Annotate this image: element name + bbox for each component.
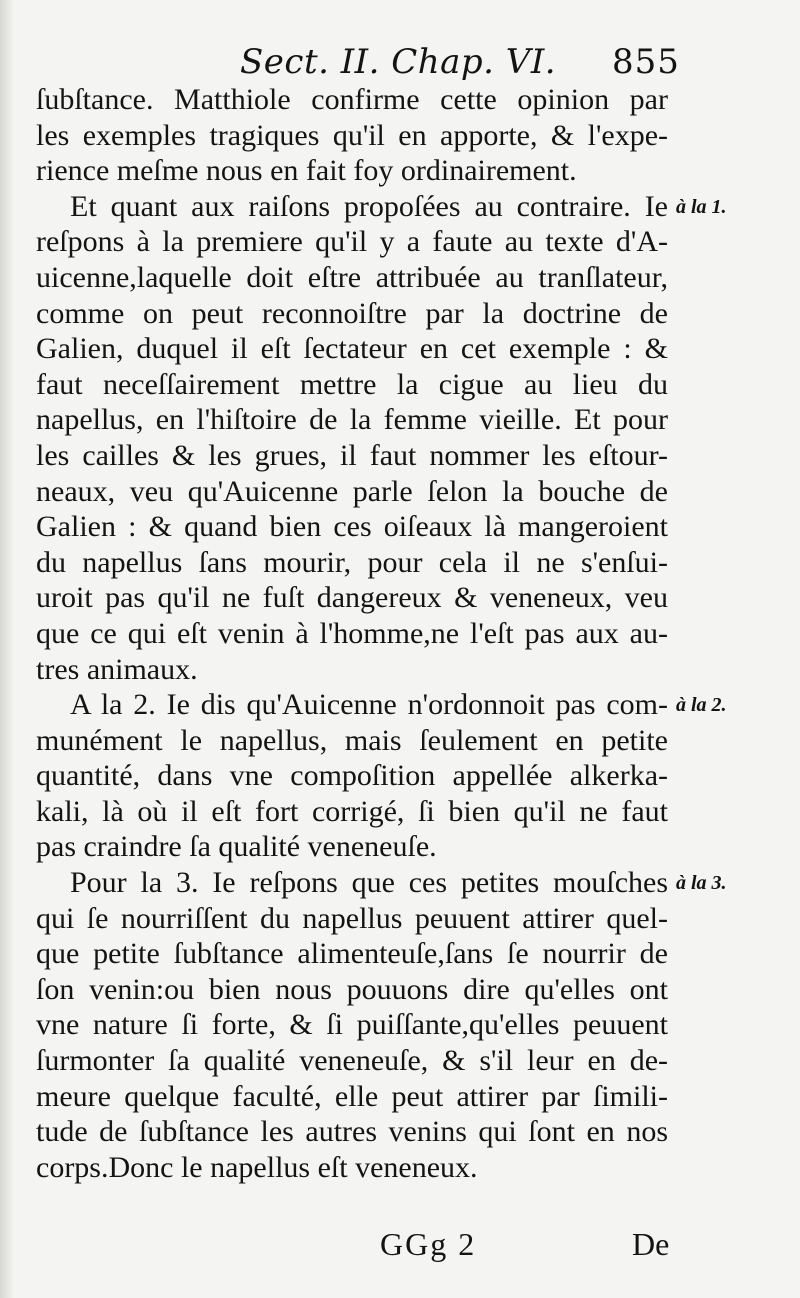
text-line: munément le napellus, mais ſeulement en petite <box>36 723 668 757</box>
text-line: meure quelque faculté, elle peut attirer par ſimili- <box>36 1079 668 1113</box>
text-line: les exemples tragiques qu'il en apporte, & l'expe- <box>36 118 668 152</box>
margin-note: à la 1. <box>676 195 727 218</box>
text-line: uroit pas qu'il ne fuſt dangereux & veneneux, veu <box>36 581 668 615</box>
page-edge-shadow <box>0 0 14 1298</box>
text-line: que ce qui eſt venin à l'homme,ne l'eſt pas aux au- <box>36 616 668 650</box>
text-line: pas craindre ſa qualité veneneuſe. <box>36 830 437 864</box>
text-line: Galien : & quand bien ces oiſeaux là mangeroient <box>36 510 668 544</box>
signature-mark: GGg 2 <box>380 1226 477 1262</box>
text-line: napellus, en l'hiſtoire de la femme vieille. Et pour <box>36 403 668 437</box>
text-line: kali, là où il eſt fort corrigé, ſi bien qu'il ne faut <box>36 794 668 828</box>
text-line: Galien, duquel il eſt ſectateur en cet exemple : & <box>36 332 668 366</box>
text-line: les cailles & les grues, il faut nommer les eſtour- <box>36 438 668 472</box>
text-line: Et quant aux raiſons propoſées au contraire. Ie <box>70 189 668 223</box>
text-line: ſon venin:ou bien nous pouuons dire qu'elles ont <box>36 972 668 1006</box>
running-head: Sect. II. Chap. VI. <box>240 42 557 82</box>
margin-note: à la 2. <box>676 694 727 717</box>
text-line: qui ſe nourriſſent du napellus peuuent attirer quel- <box>36 901 668 935</box>
text-line: quantité, dans vne compoſition appellée alkerka- <box>36 759 668 793</box>
text-line: faut neceſſairement mettre la cigue au lieu du <box>36 367 668 401</box>
page-footer <box>0 1222 800 1266</box>
text-line: reſpons à la premiere qu'il y a faute au texte d'A- <box>36 225 668 259</box>
body-text <box>36 82 668 1185</box>
text-line: que petite ſubſtance alimenteuſe,ſans ſe nourrir de <box>36 937 668 971</box>
text-line: comme on peut reconnoiſtre par la doctrine de <box>36 296 668 330</box>
text-line: A la 2. Ie dis qu'Auicenne n'ordonnoit pas com- <box>70 688 668 722</box>
text-line: corps.Donc le napellus eſt veneneux. <box>36 1150 478 1184</box>
page-number: 855 <box>612 42 680 82</box>
text-line: du napellus ſans mourir, pour cela il ne s'enſui- <box>36 545 668 579</box>
text-line: vne nature ſi forte, & ſi puiſſante,qu'elles peuuent <box>36 1008 668 1042</box>
text-line: neaux, veu qu'Auicenne parle ſelon la bouche de <box>36 474 668 508</box>
text-line: ſubſtance. Matthiole confirme cette opinion par <box>36 83 668 116</box>
text-line: rience meſme nous en fait foy ordinairement. <box>36 154 577 188</box>
text-line: tude de ſubſtance les autres venins qui ſont en nos <box>36 1115 668 1149</box>
text-line: tres animaux. <box>36 652 198 686</box>
text-line: ſurmonter ſa qualité veneneuſe, & s'il leur en de- <box>36 1044 668 1078</box>
margin-note: à la 3. <box>676 872 727 895</box>
catchword: De <box>632 1226 670 1262</box>
text-line: Pour la 3. Ie reſpons que ces petites mouſches <box>70 866 668 900</box>
page-header <box>0 40 800 84</box>
text-line: uicenne,laquelle doit eſtre attribuée au tranſlateur, <box>36 260 668 294</box>
